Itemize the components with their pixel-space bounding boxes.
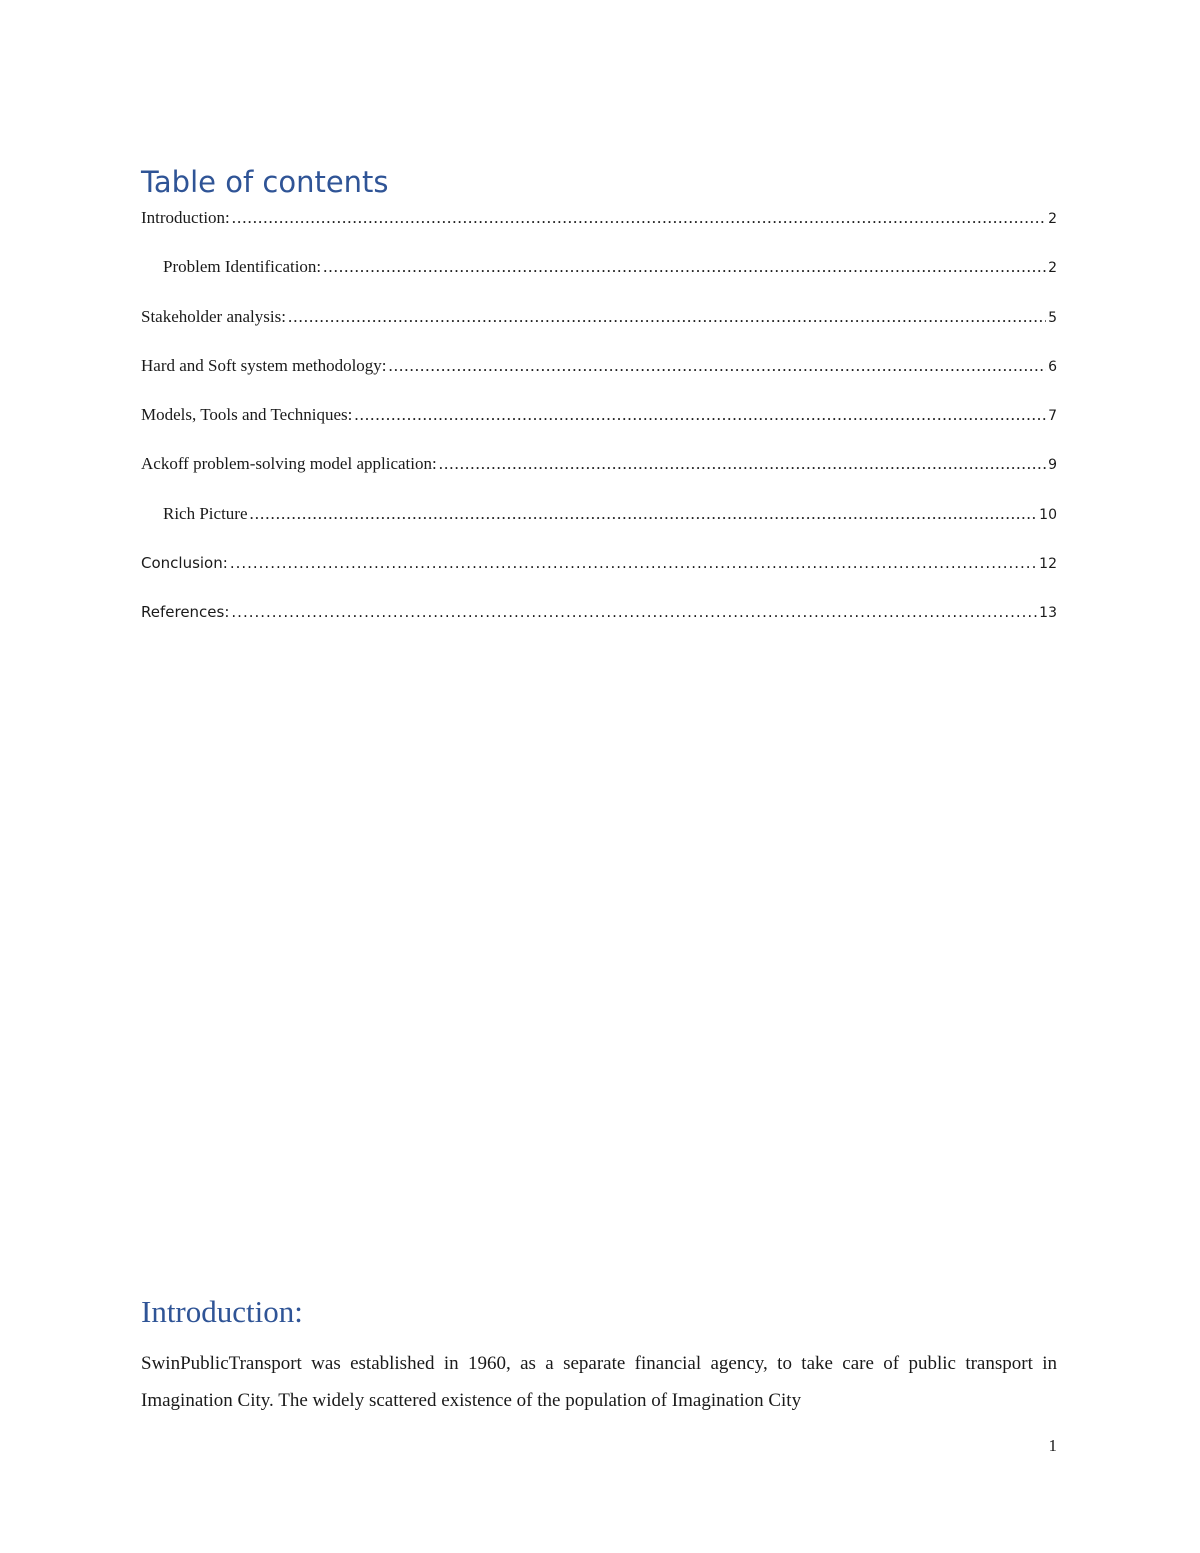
toc-leader bbox=[323, 255, 1046, 279]
toc-entry-page: 7 bbox=[1048, 408, 1057, 424]
toc-leader bbox=[354, 403, 1046, 427]
toc-entry-models-tools-techniques[interactable] bbox=[141, 403, 1057, 427]
toc-entry-page: 10 bbox=[1039, 507, 1057, 523]
toc-leader bbox=[288, 305, 1046, 329]
toc-entry-page: 9 bbox=[1048, 457, 1057, 473]
toc-entry-label: Introduction: bbox=[141, 208, 230, 227]
toc-entry-label: Models, Tools and Techniques: bbox=[141, 405, 353, 424]
toc-entry-conclusion[interactable] bbox=[141, 551, 1057, 575]
toc-entry-page: 2 bbox=[1048, 211, 1057, 227]
toc-leader bbox=[250, 502, 1038, 526]
toc-entry-page: 12 bbox=[1039, 556, 1057, 572]
toc-leader bbox=[439, 452, 1046, 476]
toc-entry-ackoff-model[interactable] bbox=[141, 452, 1057, 476]
toc-entry-page: 2 bbox=[1048, 260, 1057, 276]
toc-title: Table of contents bbox=[141, 165, 389, 199]
toc-entry-rich-picture[interactable] bbox=[163, 502, 1057, 526]
toc-entry-label: Stakeholder analysis: bbox=[141, 307, 286, 326]
page-number: 1 bbox=[1048, 1436, 1057, 1455]
toc-leader bbox=[389, 354, 1047, 378]
toc-entry-problem-identification[interactable] bbox=[163, 255, 1057, 279]
toc-entry-label: Problem Identification: bbox=[163, 257, 322, 276]
toc-leader bbox=[230, 551, 1037, 575]
toc-entry-page: 5 bbox=[1048, 310, 1057, 326]
toc-entry-label: References: bbox=[141, 603, 230, 621]
toc-leader bbox=[232, 206, 1046, 230]
toc-entry-label: Conclusion: bbox=[141, 554, 228, 572]
toc-entry-label: Ackoff problem-solving model application: bbox=[141, 454, 437, 473]
toc-leader bbox=[231, 600, 1037, 624]
toc-entry-label: Hard and Soft system methodology: bbox=[141, 356, 387, 375]
toc-entry-label: Rich Picture bbox=[163, 504, 248, 523]
toc-entry-stakeholder-analysis[interactable] bbox=[141, 305, 1057, 329]
toc-entry-introduction[interactable] bbox=[141, 206, 1057, 230]
toc-entry-page: 13 bbox=[1039, 605, 1057, 621]
toc-entry-page: 6 bbox=[1048, 359, 1057, 375]
toc-entry-hard-soft-methodology[interactable] bbox=[141, 354, 1057, 378]
introduction-heading: Introduction: bbox=[141, 1294, 303, 1329]
introduction-paragraph: SwinPublicTransport was established in 1960, as a separate financial agency, to take care of public transport in Imagination City. The widely scattered existence of the population of Imagination City bbox=[141, 1353, 1057, 1411]
toc-entry-references[interactable] bbox=[141, 600, 1057, 624]
